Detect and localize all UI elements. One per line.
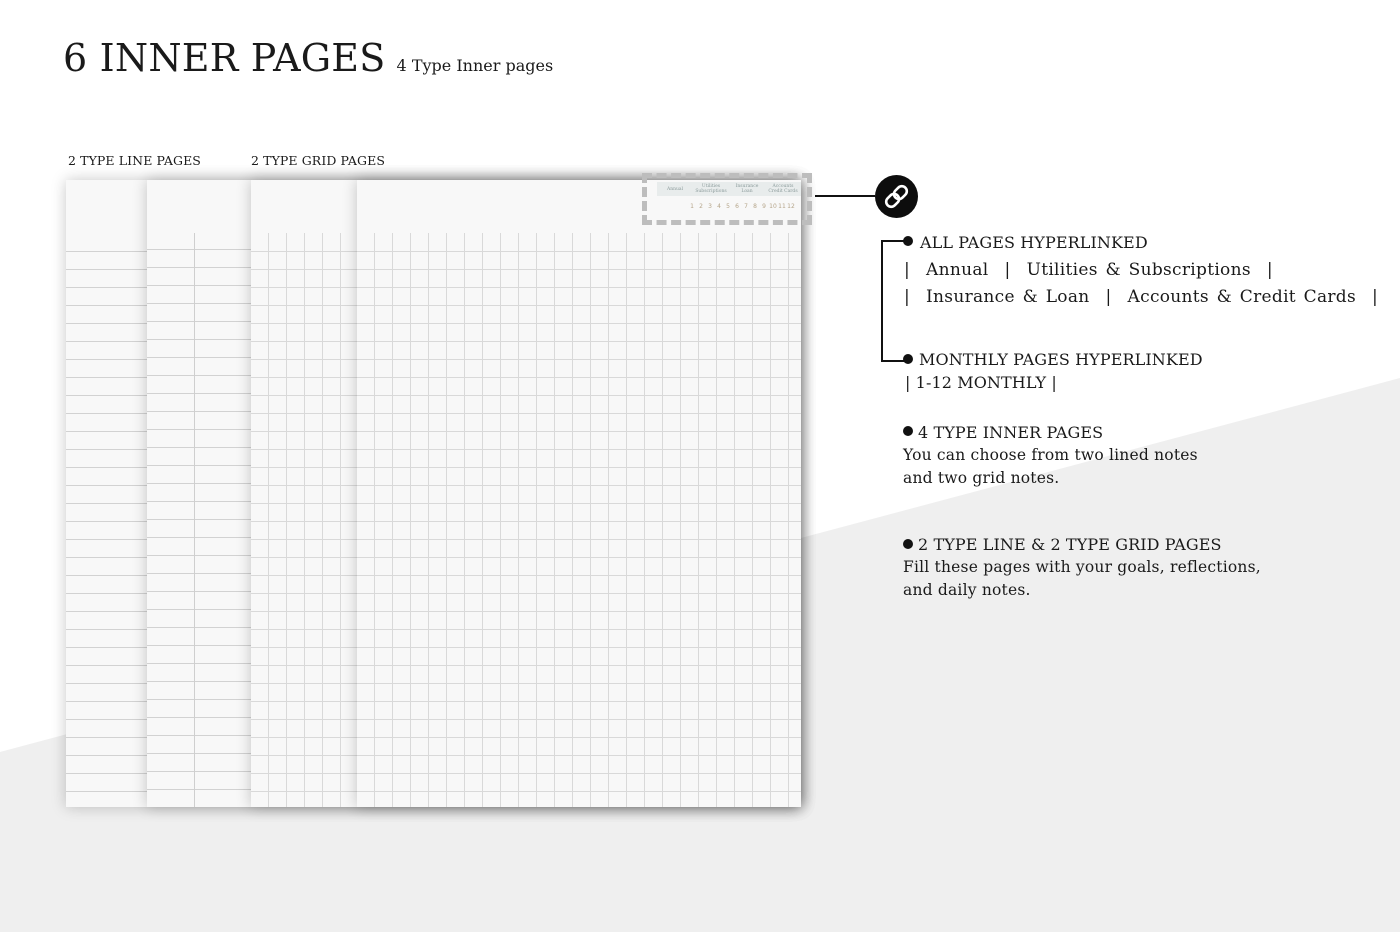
preview-month[interactable]: 7	[744, 203, 748, 210]
feature-heading-line-grid: 2 TYPE LINE & 2 TYPE GRID PAGES	[918, 535, 1222, 554]
link-icon	[875, 175, 918, 218]
feature-heading-all-pages: ALL PAGES HYPERLINKED	[920, 233, 1148, 252]
hyperlink-list-row-1: | Annual | Utilities & Subscriptions |	[904, 260, 1273, 280]
preview-month[interactable]: 6	[735, 203, 739, 210]
preview-tab[interactable]: Utilities Subscriptions	[695, 184, 727, 194]
bullet-dot	[903, 236, 913, 246]
preview-month[interactable]: 11	[778, 203, 786, 210]
preview-month[interactable]: 2	[699, 203, 703, 210]
link-utilities-subscriptions[interactable]: Utilities & Subscriptions	[1026, 260, 1251, 280]
preview-month[interactable]: 5	[726, 203, 730, 210]
feature-heading-monthly: MONTHLY PAGES HYPERLINKED	[919, 350, 1203, 369]
preview-month[interactable]: 8	[753, 203, 757, 210]
preview-month[interactable]: 12	[787, 203, 795, 210]
hyperlink-highlight-box	[642, 173, 812, 225]
connector-line	[815, 195, 875, 197]
line-pages-caption: 2 TYPE LINE PAGES	[68, 153, 201, 168]
preview-month[interactable]: 3	[708, 203, 712, 210]
preview-tab[interactable]: Insurance Loan	[735, 184, 759, 194]
feature-heading-inner-types: 4 TYPE INNER PAGES	[918, 423, 1104, 442]
page-title: 6 INNER PAGES	[63, 36, 386, 80]
preview-month[interactable]: 1	[690, 203, 694, 210]
bullet-dot	[903, 354, 913, 364]
grid-page-preview-2	[357, 180, 801, 807]
grid-pages-caption: 2 TYPE GRID PAGES	[251, 153, 386, 168]
preview-tab[interactable]: Accounts Credit Cards	[768, 184, 798, 194]
preview-month[interactable]: 10	[769, 203, 777, 210]
feature-text: You can choose from two lined notes	[903, 446, 1198, 464]
feature-text: Fill these pages with your goals, reflections,	[903, 558, 1261, 576]
bullet-dot	[903, 539, 913, 549]
preview-month[interactable]: 9	[762, 203, 766, 210]
preview-month[interactable]: 4	[717, 203, 721, 210]
page-subtitle: 4 Type Inner pages	[396, 56, 554, 75]
feature-text: and daily notes.	[903, 581, 1031, 599]
link-insurance-loan[interactable]: Insurance & Loan	[926, 287, 1090, 307]
feature-text: and two grid notes.	[903, 469, 1060, 487]
hyperlink-list-row-2: | Insurance & Loan | Accounts & Credit Cards |	[904, 287, 1379, 307]
monthly-range: | 1-12 MONTHLY |	[905, 373, 1057, 392]
link-annual[interactable]: Annual	[926, 260, 989, 280]
page-header	[63, 36, 553, 80]
preview-tab[interactable]: Annual	[666, 186, 684, 192]
link-accounts-credit-cards[interactable]: Accounts & Credit Cards	[1127, 287, 1357, 307]
bullet-dot	[903, 426, 913, 436]
